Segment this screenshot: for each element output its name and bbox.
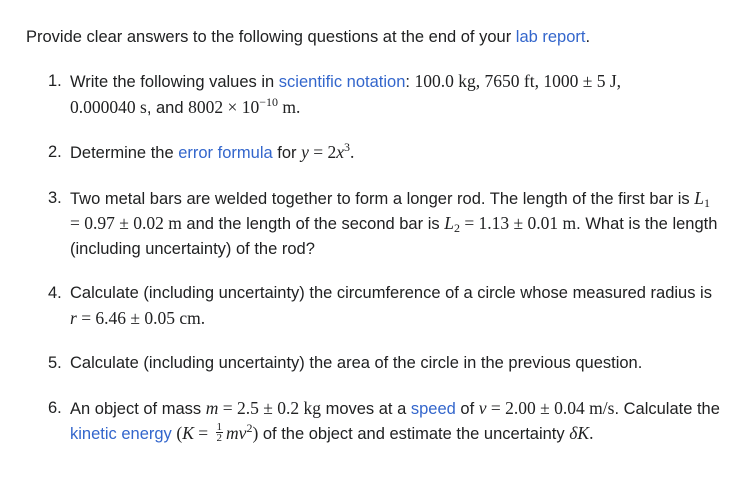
variable-k: K bbox=[182, 423, 194, 443]
subscript: 1 bbox=[704, 195, 711, 210]
question-text: : bbox=[405, 73, 415, 91]
period: . bbox=[350, 142, 355, 162]
question-text: for bbox=[272, 144, 302, 162]
question-text: . Calculate the bbox=[614, 399, 720, 418]
question-number: 2. bbox=[48, 143, 62, 161]
value-l2: = 1.13 ± 0.01 m bbox=[459, 213, 577, 233]
value-time: 0.000040 s bbox=[70, 96, 147, 117]
question-number: 4. bbox=[48, 284, 62, 302]
variable-l1: L bbox=[694, 187, 705, 208]
fraction-denominator: 2 bbox=[216, 432, 223, 445]
variable-r: r bbox=[70, 307, 77, 328]
intro-paragraph bbox=[26, 26, 590, 48]
value-energy: 1000 ± 5 J bbox=[543, 71, 617, 91]
question-text: , and bbox=[146, 98, 189, 117]
period: . bbox=[200, 307, 206, 328]
value-unit: m bbox=[278, 96, 297, 117]
scientific-notation-link[interactable]: scientific notation bbox=[278, 73, 406, 91]
question-number: 3. bbox=[48, 188, 62, 207]
error-formula-link[interactable]: error formula bbox=[178, 144, 273, 162]
equals: = 2 bbox=[308, 142, 337, 162]
variable-mv: mv bbox=[226, 423, 247, 443]
value-exponent: −10 bbox=[259, 94, 279, 109]
question-number: 5. bbox=[48, 354, 62, 372]
question-number: 1. bbox=[48, 72, 62, 90]
question-text: Determine the bbox=[70, 144, 179, 162]
subscript: 2 bbox=[453, 221, 460, 235]
value-length: 7650 ft bbox=[484, 71, 535, 91]
paren-open: ( bbox=[176, 423, 183, 443]
question-2 bbox=[0, 140, 742, 166]
question-list bbox=[0, 69, 742, 447]
question-text: . What is the length (including uncertainty) of the rod? bbox=[70, 215, 718, 258]
question-text: and the length of the second bar is bbox=[181, 215, 445, 233]
lab-report-link[interactable]: lab report bbox=[515, 28, 586, 46]
paren-close: ) bbox=[252, 423, 259, 443]
value-radius: = 6.46 ± 0.05 cm bbox=[76, 307, 201, 328]
question-text: Write the following values in bbox=[70, 73, 279, 91]
question-text: Calculate (including uncertainty) the area of the circle in the previous question. bbox=[70, 354, 643, 372]
question-text: An object of mass bbox=[70, 399, 206, 418]
exponent: 3 bbox=[344, 140, 351, 154]
value-mass: 100.0 kg bbox=[414, 71, 476, 91]
question-text: Two metal bars are welded together to form a longer rod. The length of the first bar is bbox=[70, 189, 695, 208]
question-number: 6. bbox=[48, 398, 62, 417]
question-text: of the object and estimate the uncertainty bbox=[258, 425, 570, 443]
variable-m: m bbox=[205, 397, 219, 418]
question-5 bbox=[0, 351, 742, 376]
separator: , bbox=[534, 71, 544, 91]
separator: , bbox=[475, 71, 485, 91]
question-text: moves at a bbox=[320, 399, 411, 418]
value-mass: = 2.5 ± 0.2 kg bbox=[218, 397, 321, 418]
question-text: Calculate (including uncertainty) the circumference of a circle whose measured radius is bbox=[70, 284, 712, 302]
intro-text: Provide clear answers to the following questions at the end of your bbox=[26, 28, 516, 46]
kinetic-energy-link[interactable]: kinetic energy bbox=[70, 425, 172, 443]
period: . bbox=[296, 96, 301, 117]
question-3 bbox=[0, 186, 742, 262]
fraction-numerator: 1 bbox=[216, 421, 223, 434]
speed-link[interactable]: speed bbox=[410, 399, 456, 418]
value-l1: = 0.97 ± 0.02 m bbox=[70, 213, 182, 233]
variable-y: y bbox=[301, 142, 309, 162]
question-text: of bbox=[455, 399, 479, 418]
intro-end: . bbox=[585, 28, 591, 46]
variable-l2: L bbox=[444, 213, 454, 233]
variable-k: K bbox=[577, 423, 590, 443]
equals: = bbox=[193, 423, 213, 443]
fraction-one-half bbox=[216, 422, 224, 443]
variable-v: v bbox=[478, 397, 487, 418]
value-base: 8002 × 10 bbox=[188, 96, 260, 117]
delta-symbol: δ bbox=[569, 423, 578, 443]
question-6 bbox=[0, 396, 742, 447]
question-4 bbox=[0, 281, 742, 331]
question-1 bbox=[0, 69, 742, 120]
separator: , bbox=[616, 71, 622, 91]
period: . bbox=[589, 423, 594, 443]
exponent: 2 bbox=[246, 421, 253, 435]
variable-x: x bbox=[336, 142, 345, 162]
value-speed: = 2.00 ± 0.04 m/s bbox=[486, 397, 615, 418]
